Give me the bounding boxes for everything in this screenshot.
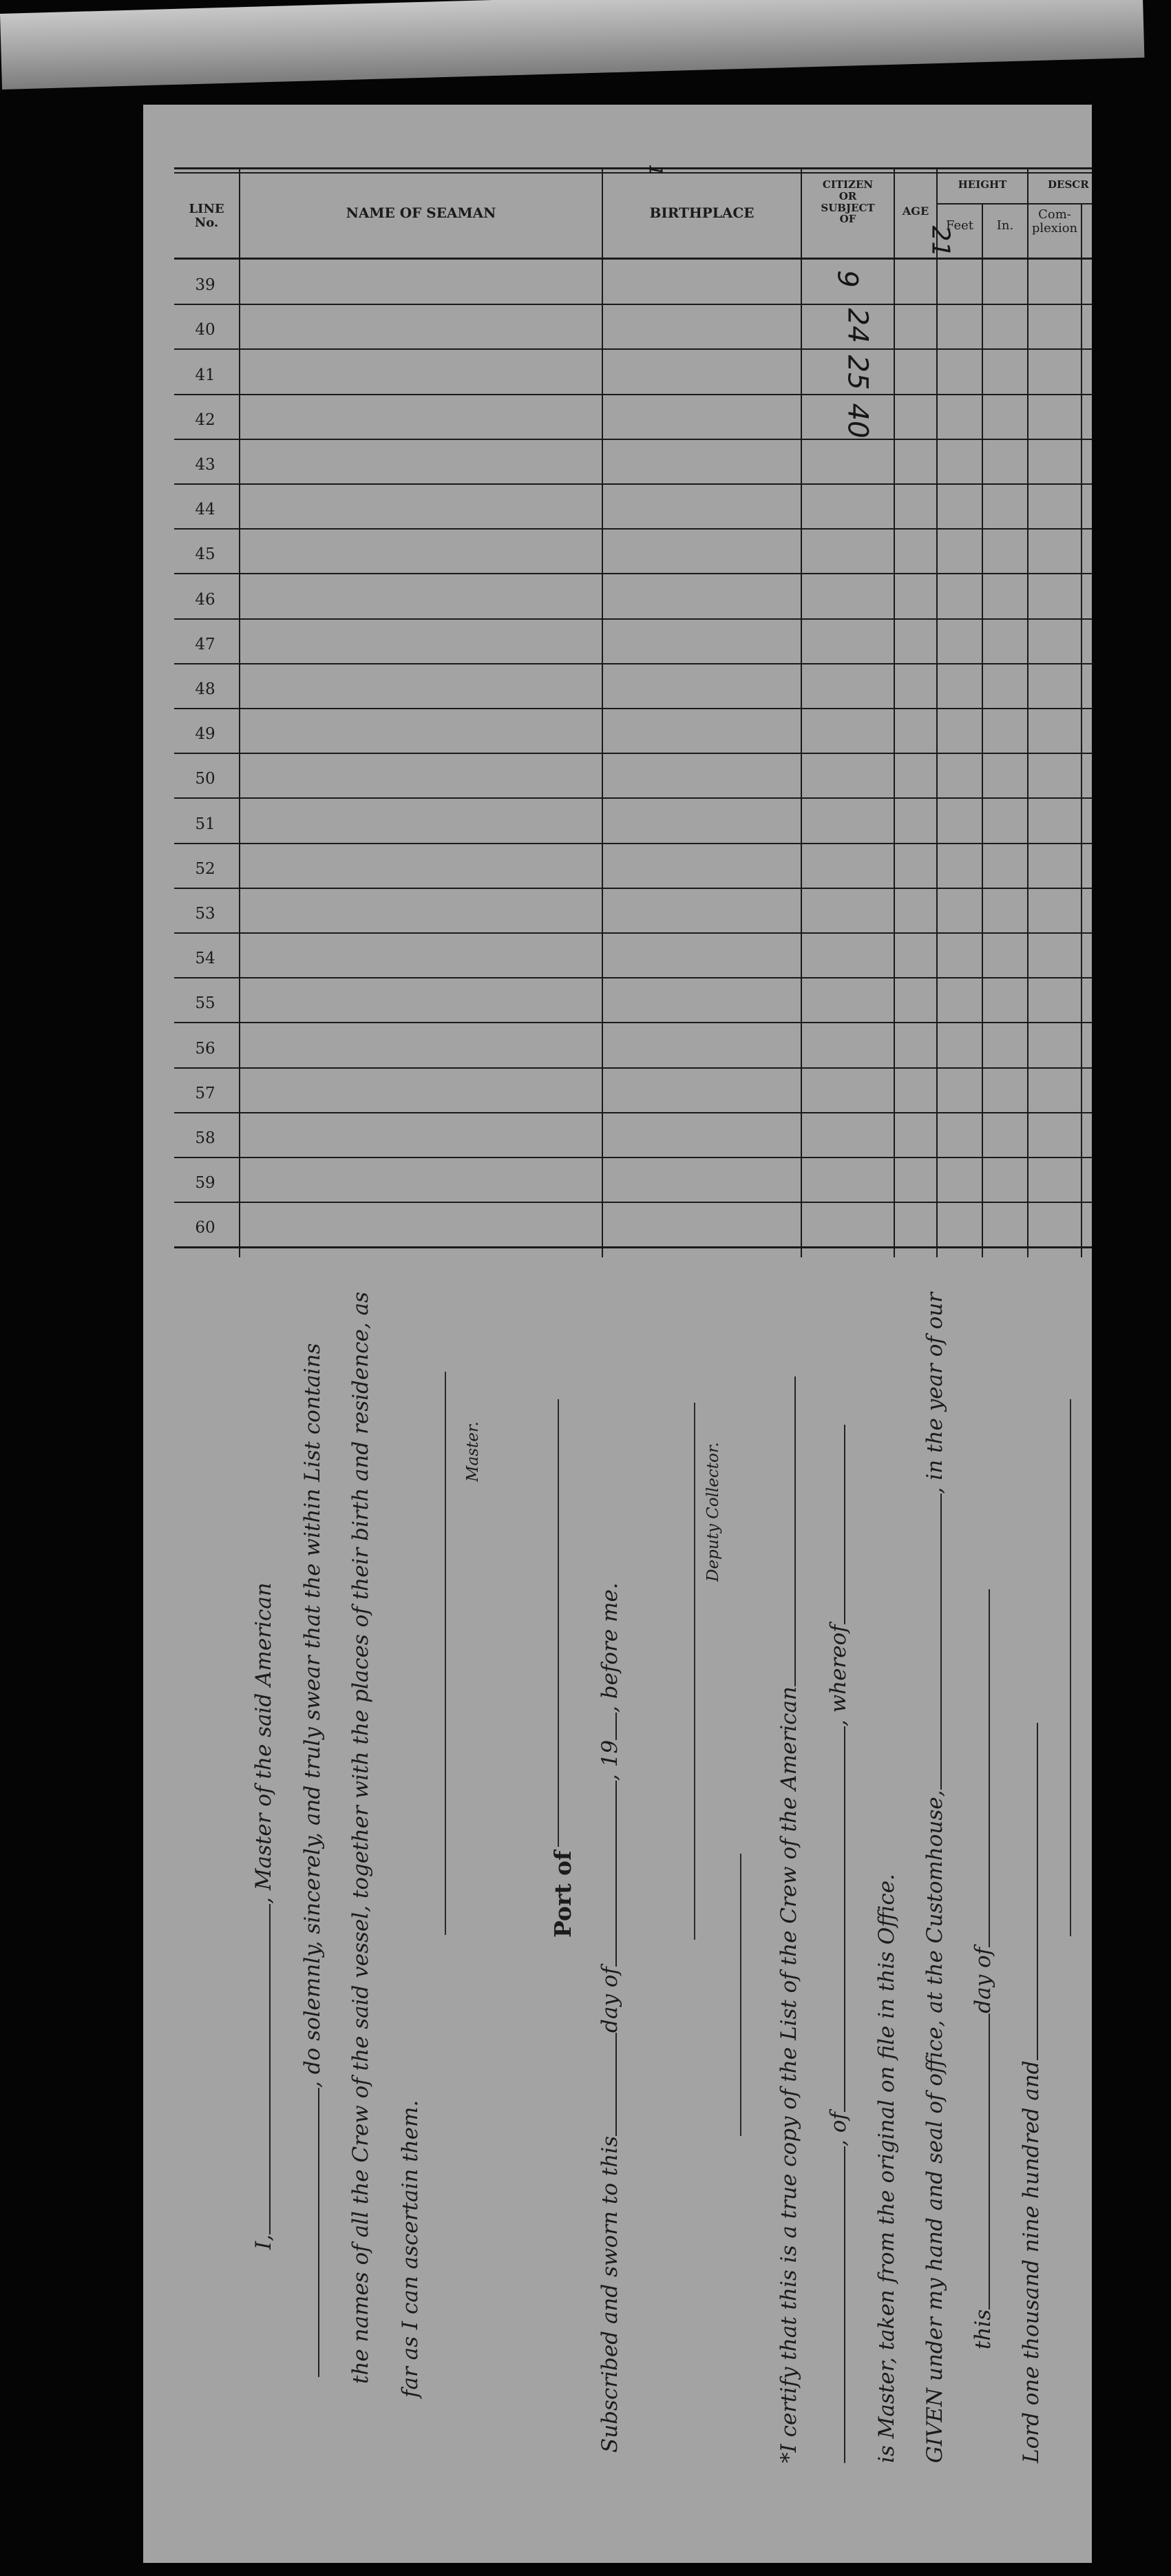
line-number: 39	[195, 276, 215, 294]
line-number: 60	[195, 1219, 215, 1237]
line-number: 41	[195, 366, 215, 384]
top-paper-strip	[0, 0, 1144, 90]
header-age: AGE	[902, 205, 929, 218]
oath-line-1: I,, Master of the said American	[251, 1582, 276, 2250]
port-label: Port of	[549, 1850, 576, 1938]
handwritten-age-2: 9	[831, 270, 863, 288]
port-line	[558, 1399, 559, 1847]
line-number: 57	[195, 1085, 215, 1102]
line-number: 59	[195, 1174, 215, 1192]
row-rule	[174, 483, 1092, 485]
row-rule	[174, 797, 1092, 799]
col-line-4	[894, 169, 895, 1257]
crew-list-sheet	[143, 105, 1092, 2563]
line-number: 40	[195, 321, 215, 339]
line-number: 46	[195, 591, 215, 609]
certificate-line-6: Lord one thousand nine hundred and	[1019, 1723, 1044, 2463]
oath-line-4: far as I can ascertain them.	[398, 2099, 423, 2398]
section-separator	[740, 1854, 741, 2136]
row-rule	[174, 1157, 1092, 1158]
header-citizen: CITIZEN OR SUBJECT OF	[821, 178, 875, 226]
certificate-line-3: is Master, taken from the original on file in this Office.	[874, 1874, 899, 2463]
col-line-1	[239, 169, 240, 1257]
oath-line-2: , do solemnly, sincerely, and truly swear that the within List contains	[300, 1343, 325, 2377]
handwritten-age-5: 40	[841, 403, 874, 439]
line-number: 56	[195, 1040, 215, 1058]
handwritten-top-mark: 1	[644, 164, 666, 176]
line-number: 47	[195, 636, 215, 653]
line-number: 43	[195, 456, 215, 474]
header-feet: Feet	[945, 218, 974, 233]
line-number: 53	[195, 905, 215, 923]
row-rule	[174, 394, 1092, 395]
line-number: 45	[195, 545, 215, 563]
line-number: 42	[195, 411, 215, 429]
deputy-collector-label: Deputy Collector.	[704, 1442, 722, 1582]
row-rule	[174, 1112, 1092, 1113]
row-rule	[174, 753, 1092, 754]
table-top-rule-2	[174, 172, 1092, 174]
header-inches: In.	[996, 218, 1014, 233]
row-rule	[174, 663, 1092, 664]
line-number: 51	[195, 815, 215, 833]
col-line-8	[1081, 203, 1082, 1257]
line-number: 49	[195, 725, 215, 743]
row-rule	[174, 348, 1092, 350]
certificate-signature-line	[1070, 1399, 1071, 1936]
row-rule	[174, 708, 1092, 709]
master-signature-line	[445, 1372, 446, 1935]
handwritten-age-3: 24	[841, 308, 874, 344]
row-rule	[174, 977, 1092, 978]
line-number: 52	[195, 860, 215, 878]
header-bottom-rule	[174, 258, 1092, 260]
master-label: Master.	[464, 1421, 482, 1482]
header-name-of-seaman: NAME OF SEAMAN	[346, 205, 496, 221]
line-number: 54	[195, 950, 215, 967]
header-description: DESCR	[1048, 178, 1089, 191]
row-rule	[174, 1067, 1092, 1069]
line-number: 58	[195, 1129, 215, 1147]
col-line-7	[1027, 169, 1028, 1257]
row-rule	[174, 1202, 1092, 1203]
line-number: 48	[195, 680, 215, 698]
line-number: 44	[195, 501, 215, 519]
col-line-6	[982, 203, 983, 1257]
deputy-signature-line	[694, 1403, 695, 1940]
certificate-line-5: thisday of	[971, 1589, 995, 2349]
table-top-rule	[174, 167, 1092, 169]
row-rule	[174, 439, 1092, 440]
certificate-line-2: , of, whereof	[826, 1425, 851, 2463]
row-rule	[174, 1022, 1092, 1023]
header-line-no: LINE No.	[189, 202, 224, 231]
row-rule	[174, 1246, 1092, 1248]
oath-line-3: the names of all the Crew of the said vessel, together with the places of their birth and residence, as	[348, 1292, 373, 2384]
row-rule	[174, 618, 1092, 620]
height-divider	[936, 203, 1092, 205]
row-rule	[174, 888, 1092, 889]
jurat-line: Subscribed and sworn to thisday of, 19, before me.	[598, 1582, 622, 2453]
row-rule	[174, 528, 1092, 530]
handwritten-age-4: 25	[841, 355, 874, 390]
col-line-2	[602, 169, 603, 1257]
row-rule	[174, 843, 1092, 844]
row-rule	[174, 304, 1092, 305]
col-line-3	[801, 169, 802, 1257]
header-complexion: Com- plexion	[1031, 207, 1078, 236]
col-line-5	[936, 169, 938, 1257]
line-number: 50	[195, 770, 215, 788]
header-birthplace: BIRTHPLACE	[649, 205, 755, 221]
line-number: 55	[195, 994, 215, 1012]
row-rule	[174, 932, 1092, 934]
certificate-line-1: *I certify that this is a true copy of the List of the Crew of the American	[777, 1376, 801, 2463]
header-height: HEIGHT	[958, 178, 1007, 191]
handwritten-age-1: 21	[926, 225, 955, 258]
row-rule	[174, 573, 1092, 574]
certificate-line-4: GIVEN under my hand and seal of office, at the Customhouse,, in the year of our	[922, 1292, 947, 2463]
